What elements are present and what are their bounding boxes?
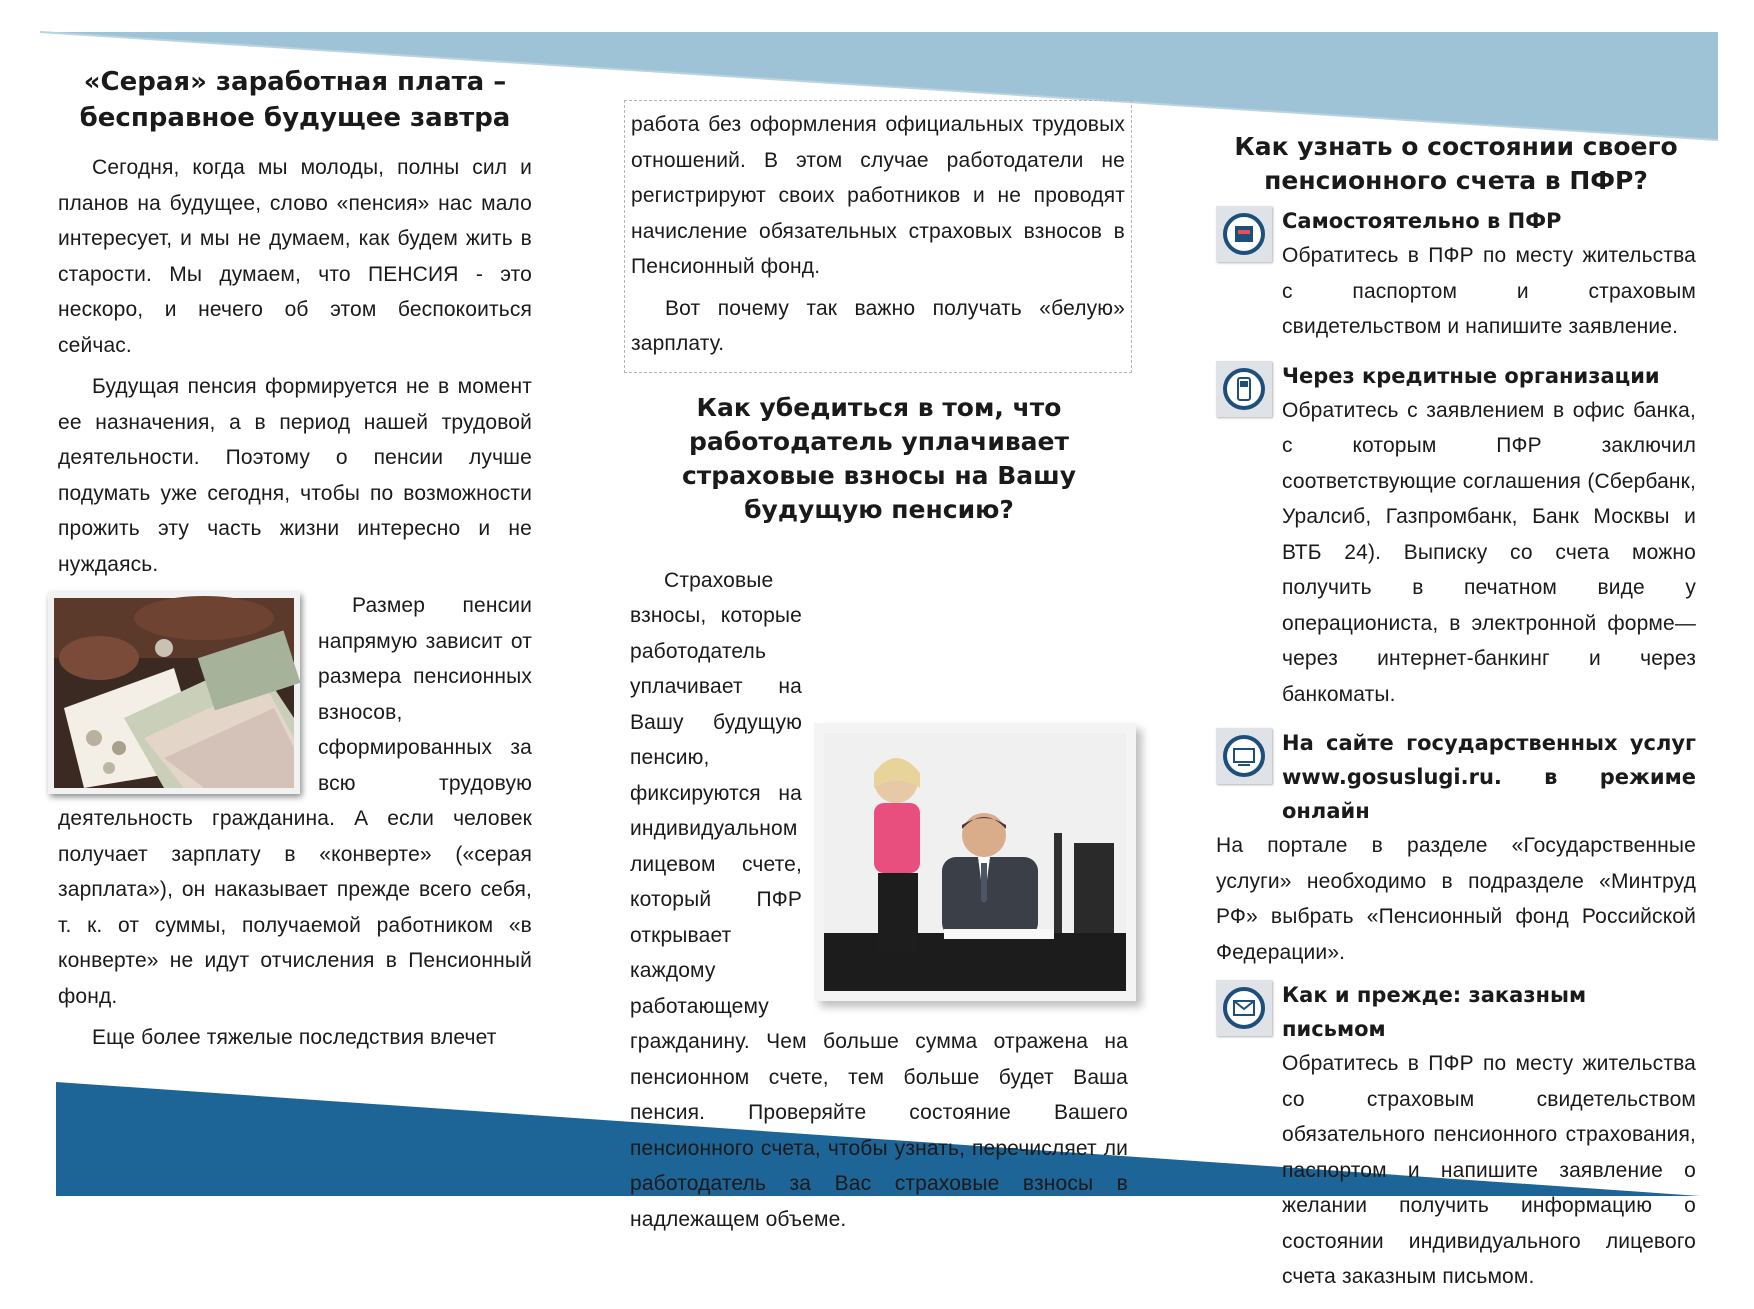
envelope-icon (1216, 980, 1272, 1036)
method-title: Как и прежде: заказным письмом (1282, 983, 1587, 1041)
heading-line-1: «Серая» заработная плата – (83, 67, 507, 97)
method-text: На портале в разделе «Государственные услуги» необходимо в подразделе «Минтруд РФ» выбрать «Пенсионный фонд Российской Федерации». (1216, 834, 1696, 964)
method-title: Самостоятельно в ПФР (1282, 209, 1562, 233)
method-registered-mail (1216, 978, 1696, 1301)
paragraph: работа без оформления официальных трудовых отношений. В этом случае работодатели не регистрируют своих работников и не проводят начисление обязательных страховых взносов в Пенсионный фонд. (631, 113, 1125, 278)
how-to-check-heading: Как узнать о состоянии своего пенсионного счета в ПФР? (1234, 132, 1678, 195)
column-left (58, 64, 532, 1062)
continued-text-box (624, 100, 1132, 373)
paragraph: Размер пенсии напрямую зависит от размера пенсионных взносов, сформированных за всю трудовую деятельность гражданина. А если человек получает зарплату в «конверте» («серая зарплата»), он наказывает прежде всего себя, т. к. от суммы, получаемой работником «в конверте» не идут отчисления в Пенсионный фонд. (58, 594, 532, 1008)
paragraph: Страховые взносы, которые работодатель уплачивает на Вашу будущую пенсию, фиксируются на индивидуальном лицевом счете, который ПФР открывает каждому работающему гражданину. Чем больше сумма отражена на пенсионном счете, тем больше будет Ваша пенсия. Проверяйте состояние Вашего пенсионного счета, чтобы узнать, перечисляет ли работодатель за Вас страховые взносы в надлежащем объеме. (630, 568, 1128, 1231)
method-title: Через кредитные организации (1282, 363, 1660, 388)
paragraph-with-photo (58, 588, 532, 1014)
paragraph: Еще более тяжелые последствия влечет (92, 1026, 497, 1049)
method-text: Обратитесь в ПФР по месту жительства со страховым свидетельством обязательного пенсионного страхования, паспортом и напишите заявление о желании получить информацию о состоянии индивидуального лицевого счета заказным письмом. (1282, 1052, 1696, 1288)
office-illustration (824, 733, 1126, 991)
method-text: Обратитесь с заявлением в офис банка, с которым ПФР заключил соответствующие соглашения (Сбербанк, Уралсиб, Газпромбанк, Банк Москвы и ВТБ 24). Выписку со счета можно получить в печатном виде у операциониста, в электронной форме—через интернет-банкинг и через банкоматы. (1282, 398, 1696, 706)
paragraph: Будущая пенсия формируется не в момент ее назначения, а в период нашей трудовой деятельности. Поэтому о пенсии лучше подумать уже сегодня, чтобы по возможности прожить эту часть жизни интересно и не нуждаясь. (58, 375, 532, 576)
column-middle (630, 100, 1128, 1243)
money-photo (48, 592, 300, 794)
grey-salary-heading (58, 64, 532, 136)
employer-check-heading: Как убедиться в том, что работодатель уплачивает страховые взносы на Вашу будущую пенсию? (681, 392, 1076, 524)
money-illustration (54, 598, 294, 788)
computer-icon (1216, 728, 1272, 784)
method-text: Обратитесь в ПФР по месту жительства с паспортом и страховым свидетельством и напишите заявление. (1282, 244, 1696, 338)
method-gosuslugi (1216, 726, 1696, 970)
paragraph: Вот почему так важно получать «белую» зарплату. (631, 296, 1125, 355)
paragraph: Сегодня, когда мы молоды, полны сил и планов на будущее, слово «пенсия» нас мало интересует, и мы не думаем, как будем жить в старости. Мы думаем, что ПЕНСИЯ - это нескоро, и нечего об этом беспокоиться сейчас. (58, 156, 532, 357)
office-photo (814, 723, 1136, 1001)
column-right (1216, 130, 1696, 1309)
heading-line-2: бесправное будущее завтра (79, 103, 511, 133)
method-title: На сайте государственных услуг www.gosuslugi.ru. в режиме онлайн (1282, 731, 1696, 823)
method-credit-organizations (1216, 359, 1696, 719)
paragraph-with-photo (630, 563, 1128, 1238)
method-pfr-office (1216, 204, 1696, 351)
